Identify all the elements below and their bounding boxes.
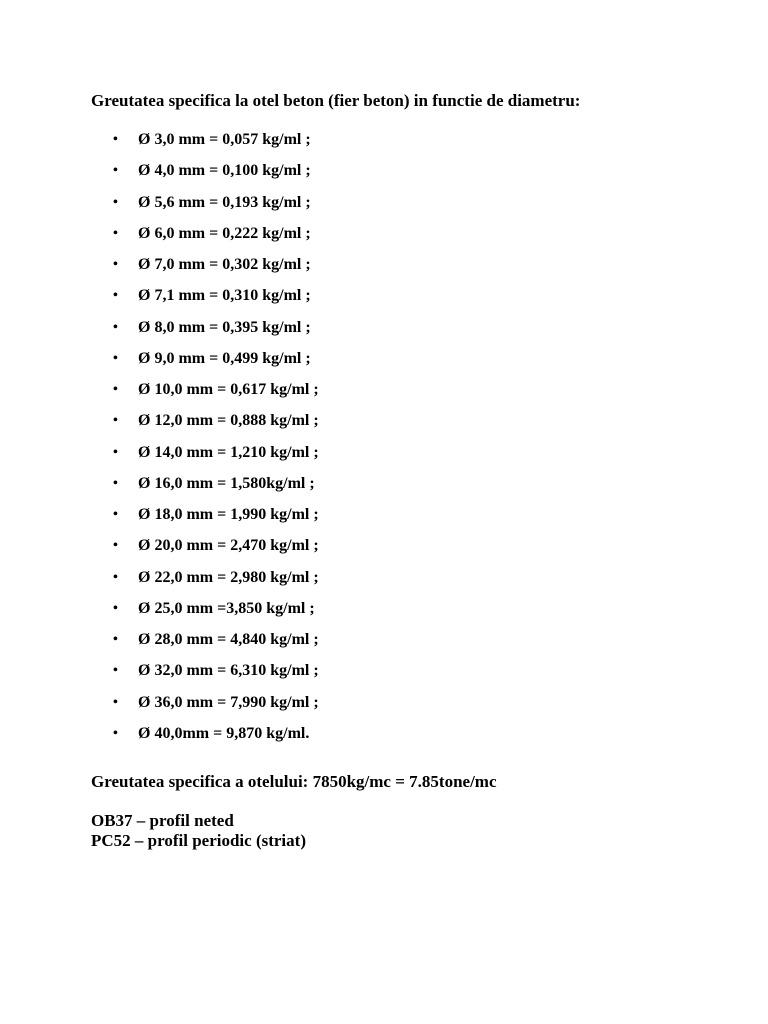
list-item-text: Ø 5,6 mm = 0,193 kg/ml ; (138, 193, 311, 211)
bullet-icon: • (113, 194, 118, 210)
list-item-text: Ø 14,0 mm = 1,210 kg/ml ; (138, 443, 319, 461)
profile-pc52: PC52 – profil periodic (striat) (91, 831, 306, 850)
list-item-text: Ø 36,0 mm = 7,990 kg/ml ; (138, 693, 319, 711)
list-item-text: Ø 8,0 mm = 0,395 kg/ml ; (138, 318, 311, 336)
bullet-icon: • (113, 475, 118, 491)
list-item-text: Ø 4,0 mm = 0,100 kg/ml ; (138, 162, 311, 180)
bullet-icon: • (113, 288, 118, 304)
bullet-icon: • (113, 663, 118, 679)
document-heading: Greutatea specifica la otel beton (fier beton) in functie de diametru: (91, 91, 581, 110)
list-item-text: Ø 32,0 mm = 6,310 kg/ml ; (138, 662, 319, 680)
list-item-text: Ø 9,0 mm = 0,499 kg/ml ; (138, 349, 311, 367)
list-item-text: Ø 25,0 mm =3,850 kg/ml ; (138, 599, 315, 617)
bullet-icon: • (113, 163, 118, 179)
bullet-icon: • (113, 632, 118, 647)
bullet-icon: • (113, 257, 118, 272)
list-item-text: Ø 20,0 mm = 2,470 kg/ml ; (138, 537, 319, 555)
bullet-icon: • (113, 382, 118, 397)
list-item-text: Ø 12,0 mm = 0,888 kg/ml ; (138, 412, 319, 430)
steel-specific-weight: Greutatea specifica a otelului: 7850kg/mc = 7.85tone/mc (91, 772, 497, 791)
bullet-icon: • (113, 132, 118, 147)
bullet-icon: • (113, 569, 118, 585)
list-item-text: Ø 10,0 mm = 0,617 kg/ml ; (138, 381, 319, 398)
list-item-text: Ø 22,0 mm = 2,980 kg/ml ; (138, 568, 319, 586)
bullet-icon: • (113, 694, 118, 710)
bullet-icon: • (113, 350, 118, 366)
list-item-text: Ø 7,0 mm = 0,302 kg/ml ; (138, 256, 311, 273)
bullet-icon: • (113, 444, 118, 460)
bullet-icon: • (113, 413, 118, 429)
bullet-icon: • (113, 225, 118, 241)
list-item-text: Ø 6,0 mm = 0,222 kg/ml ; (138, 224, 311, 242)
list-item-text: Ø 7,1 mm = 0,310 kg/ml ; (138, 287, 311, 305)
list-item-text: Ø 16,0 mm = 1,580kg/ml ; (138, 474, 315, 492)
list-item-text: Ø 28,0 mm = 4,840 kg/ml ; (138, 631, 319, 648)
bullet-icon: • (113, 507, 118, 522)
bullet-icon: • (113, 600, 118, 616)
list-item-text: Ø 40,0mm = 9,870 kg/ml. (138, 724, 310, 742)
bullet-icon: • (113, 319, 118, 335)
bullet-icon: • (113, 538, 118, 554)
profile-ob37: OB37 – profil neted (91, 811, 234, 830)
bullet-icon: • (113, 725, 118, 741)
list-item-text: Ø 18,0 mm = 1,990 kg/ml ; (138, 506, 319, 523)
list-item-text: Ø 3,0 mm = 0,057 kg/ml ; (138, 131, 311, 148)
